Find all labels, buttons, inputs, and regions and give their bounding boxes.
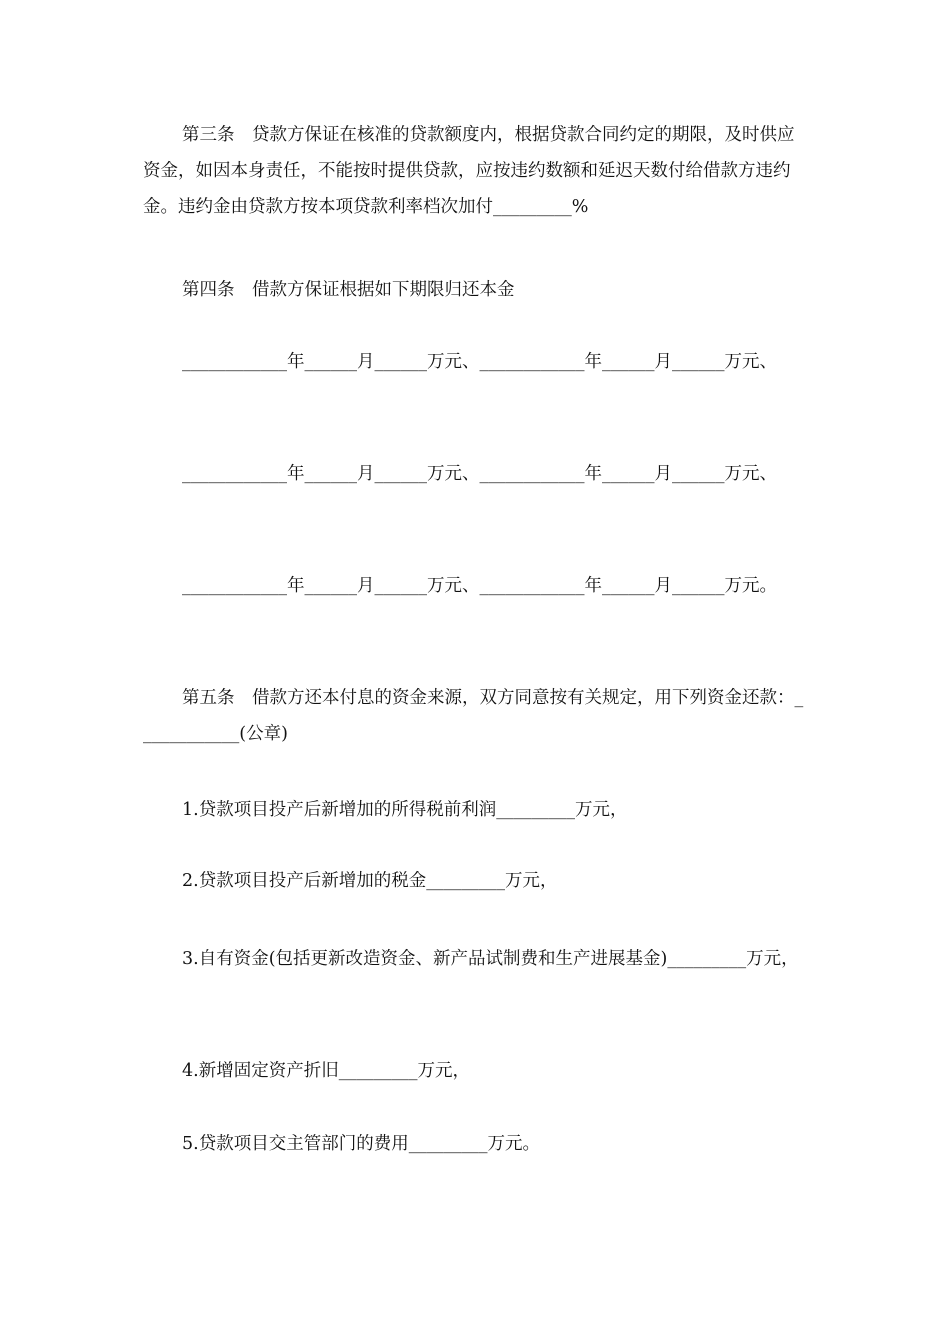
fund-source-item-2: 2.贷款项目投产后新增加的税金_________万元， [182, 871, 558, 891]
article-4-paragraph: 第四条 借款方保证根据如下期限归还本金 [182, 280, 515, 300]
fund-source-item-1: 1.贷款项目投产后新增加的所得税前利润_________万元， [182, 800, 628, 820]
repayment-schedule-line-1: ____________年______月______万元、____________年______月______万元、 [182, 352, 777, 372]
repayment-schedule-line-2: ____________年______月______万元、____________年______月______万元、 [182, 464, 777, 484]
fund-source-item-5: 5.贷款项目交主管部门的费用_________万元。 [182, 1134, 540, 1154]
article-3-paragraph: 第三条 贷款方保证在核准的贷款额度内，根据贷款合同约定的期限，及时供应资金，如因本身责任，不能按时提供贷款，应按违约数额和延迟天数付给借款方违约金。违约金由贷款方按本项贷款利率档次加付_________% [143, 125, 795, 217]
fund-source-item-4: 4.新增固定资产折旧_________万元， [182, 1061, 470, 1081]
fund-source-item-3: 3.自有资金(包括更新改造资金、新产品试制费和生产进展基金)_________万元， [182, 949, 799, 969]
repayment-schedule-line-3: ____________年______月______万元、____________年______月______万元。 [182, 576, 777, 596]
article-5-paragraph: 第五条 借款方还本付息的资金来源，双方同意按有关规定，用下列资金还款：____________(公章) [143, 688, 804, 744]
